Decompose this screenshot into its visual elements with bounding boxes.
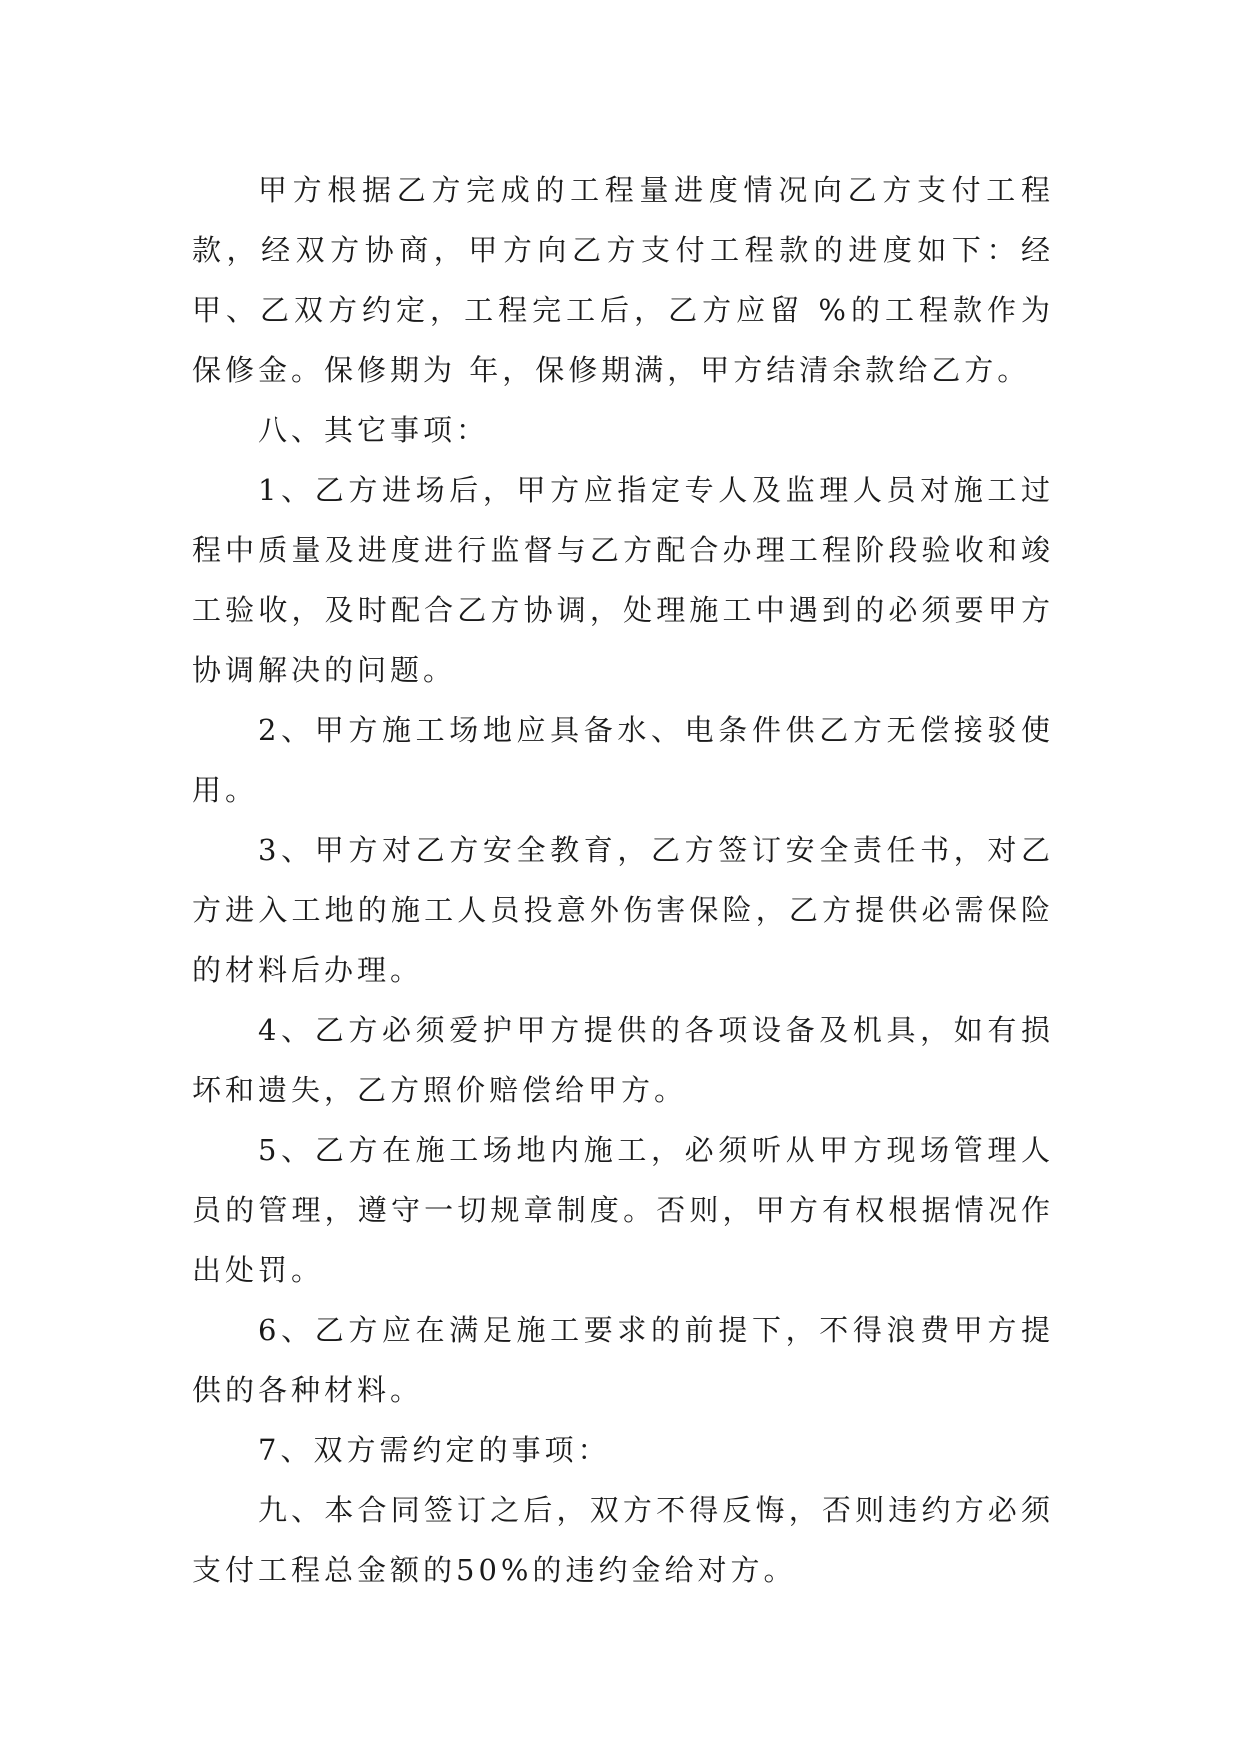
paragraph-payment-terms: 甲方根据乙方完成的工程量进度情况向乙方支付工程款，经双方协商，甲方向乙方支付工程款的进度如下：经甲、乙双方约定，工程完工后，乙方应留 %的工程款作为保修金。保修期为 年，保修期满，甲方结清余款给乙方。 <box>192 173 1054 387</box>
section-nine-breach: 九、本合同签订之后，双方不得反悔，否则违约方必须支付工程总金额的50%的违约金给对方。 <box>192 1493 1054 1587</box>
clause-3-safety-insurance: 3、甲方对乙方安全教育，乙方签订安全责任书，对乙方进入工地的施工人员投意外伤害保险，乙方提供必需保险的材料后办理。 <box>192 833 1054 987</box>
clause-6-materials: 6、乙方应在满足施工要求的前提下，不得浪费甲方提供的各种材料。 <box>192 1313 1054 1407</box>
clause-2-utilities: 2、甲方施工场地应具备水、电条件供乙方无偿接驳使用。 <box>192 713 1054 807</box>
clause-4-equipment: 4、乙方必须爱护甲方提供的各项设备及机具，如有损坏和遗失，乙方照价赔偿给甲方。 <box>192 1013 1054 1107</box>
clause-1-supervision: 1、乙方进场后，甲方应指定专人及监理人员对施工过程中质量及进度进行监督与乙方配合办理工程阶段验收和竣工验收，及时配合乙方协调，处理施工中遇到的必须要甲方协调解决的问题。 <box>192 473 1054 687</box>
clause-7-agreed-matters: 7、双方需约定的事项： <box>258 1433 611 1467</box>
clause-5-site-management: 5、乙方在施工场地内施工，必须听从甲方现场管理人员的管理，遵守一切规章制度。否则，甲方有权根据情况作出处罚。 <box>192 1133 1054 1287</box>
section-heading-other-matters: 八、其它事项： <box>258 413 490 447</box>
document-body <box>192 160 1054 1600</box>
